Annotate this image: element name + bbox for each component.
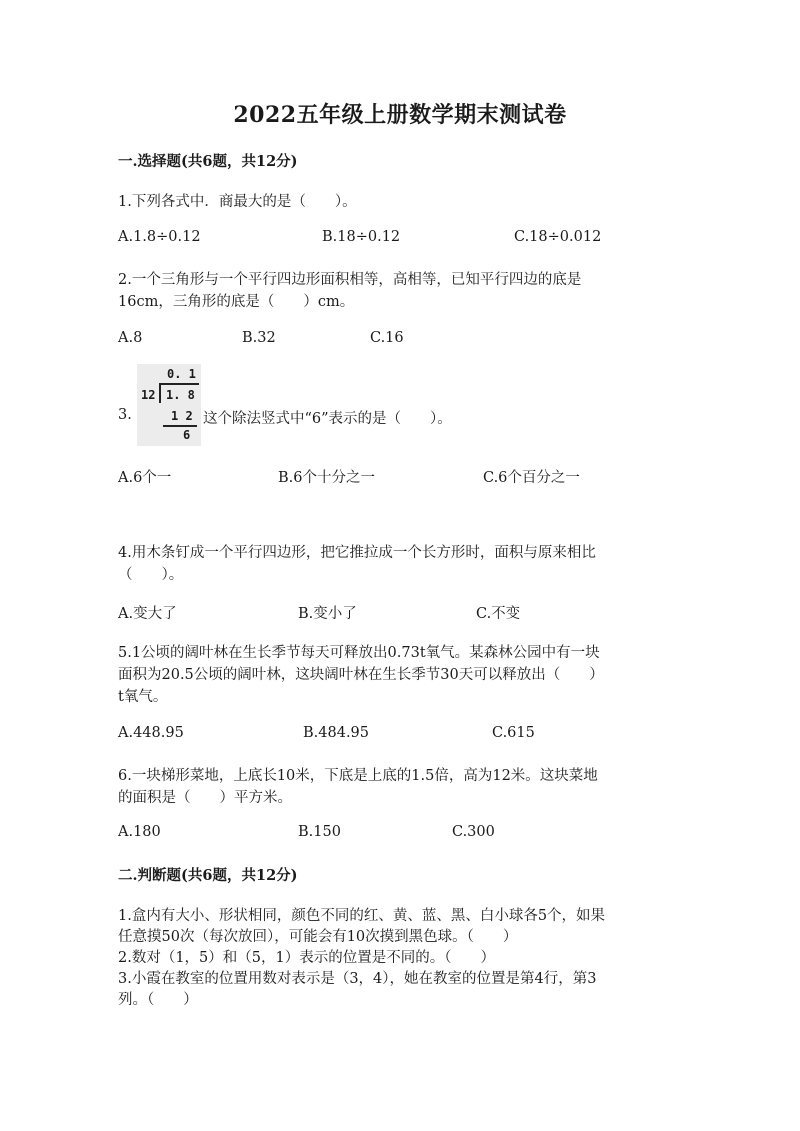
division-divisor: 12 (141, 388, 156, 402)
question-5-option-c: C.615 (492, 725, 535, 741)
section-heading-choice: 一.选择题(共6题，共12分) (118, 153, 298, 170)
judgement-2-line-1: 2.数对（1，5）和（5，1）表示的位置是不同的。（ ） (118, 950, 495, 966)
question-5-option-a: A.448.95 (118, 725, 184, 741)
long-division-figure (137, 364, 201, 446)
division-bracket (159, 383, 161, 403)
question-1-option-b: B.18÷0.12 (322, 229, 401, 245)
question-5-line-2: 面积为20.5公顷的阔叶林，这块阔叶林在生长季节30天可以释放出（ ） (118, 667, 604, 683)
question-3-option-b: B.6个十分之一 (278, 470, 375, 486)
question-6-line-1: 6.一块梯形菜地，上底长10米，下底是上底的1.5倍，高为12米。这块菜地 (118, 768, 598, 784)
judgement-3-line-2: 列。（ ） (118, 992, 198, 1008)
question-6-line-2: 的面积是（ ）平方米。 (118, 790, 292, 806)
question-1-text: 1.下列各式中．商最大的是（ ）。 (118, 194, 357, 210)
question-4-option-b: B.变小了 (298, 606, 357, 622)
question-4-line-2: （ ）。 (118, 567, 184, 583)
division-remainder: 6 (183, 428, 191, 442)
question-5-option-b: B.484.95 (303, 725, 370, 741)
division-quotient: 0. 1 (167, 367, 196, 381)
question-6-option-b: B.150 (298, 824, 341, 840)
page-title: 2022五年级上册数学期末测试卷 (233, 102, 567, 128)
judgement-1-line-1: 1.盒内有大小、形状相同，颜色不同的红、黄、蓝、黑、白小球各5个，如果 (118, 908, 606, 924)
question-5-line-3: t氧气。 (118, 689, 168, 705)
division-bar-bottom (163, 425, 197, 427)
question-1-option-a: A.1.8÷0.12 (118, 229, 201, 245)
question-2-option-c: C.16 (370, 330, 404, 346)
judgement-3-line-1: 3.小霞在教室的位置用数对表示是（3，4），她在教室的位置是第4行，第3 (118, 971, 597, 987)
question-2-option-a: A.8 (118, 330, 143, 346)
division-product: 1 2 (171, 409, 193, 423)
question-4-line-1: 4.用木条钉成一个平行四边形，把它推拉成一个长方形时，面积与原来相比 (118, 545, 596, 561)
question-3-option-a: A.6个一 (118, 470, 172, 486)
question-2-line-2: 16cm，三角形的底是（ ）cm。 (118, 294, 355, 310)
question-5-line-1: 5.1公顷的阔叶林在生长季节每天可释放出0.73t氧气。某森林公园中有一块 (118, 645, 600, 661)
question-2-option-b: B.32 (242, 330, 276, 346)
question-6-option-a: A.180 (118, 824, 161, 840)
judgement-1-line-2: 任意摸50次（每次放回），可能会有10次摸到黑色球。（ ） (118, 929, 518, 945)
division-dividend: 1. 8 (166, 388, 195, 402)
question-1-option-c: C.18÷0.012 (514, 229, 602, 245)
question-6-option-c: C.300 (452, 824, 495, 840)
question-2-line-1: 2.一个三角形与一个平行四边形面积相等，高相等，已知平行四边的底是 (118, 272, 582, 288)
question-3-number: 3. (118, 407, 132, 423)
question-4-option-a: A.变大了 (118, 606, 177, 622)
question-3-text: 这个除法竖式中“6”表示的是（ ）。 (203, 411, 452, 427)
section-heading-judgement: 二.判断题(共6题，共12分) (118, 867, 298, 884)
question-3-option-c: C.6个百分之一 (483, 470, 580, 486)
division-bar-top (159, 383, 199, 385)
question-4-option-c: C.不变 (476, 606, 521, 622)
